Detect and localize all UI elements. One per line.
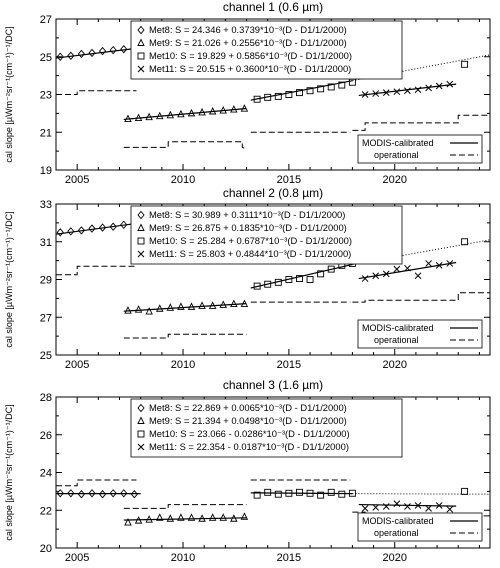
x-tick-label: 2010 <box>170 174 196 186</box>
y-axis-label: cal slope [µWm⁻²sr⁻¹(cm⁻¹)⁻¹/DC] <box>4 26 14 163</box>
legend-fit-equation: Met9: S = 21.394 + 0.0498*10⁻³(D - D1/1/2000) <box>149 415 347 426</box>
legend-modis-label: MODIS-calibrated <box>362 323 434 333</box>
y-tick-label: 27 <box>39 14 52 26</box>
y-tick-label: 19 <box>39 165 52 177</box>
legend-fit-equation: Met8: S = 30.989 + 0.3111*10⁻³(D - D1/1/2000) <box>149 209 346 220</box>
y-axis-label: cal slope [µWm⁻²sr⁻¹(cm⁻¹)⁻¹/DC] <box>4 211 14 348</box>
x-tick-label: 2005 <box>64 552 90 564</box>
data-point-cross <box>362 276 368 282</box>
x-tick-label: 2010 <box>170 552 196 564</box>
x-tick-label: 2005 <box>64 359 90 371</box>
data-point-square <box>265 489 271 495</box>
operational-line <box>56 91 136 95</box>
data-point-diamond <box>100 48 106 55</box>
y-tick-label: 23 <box>39 89 52 102</box>
y-axis-label: cal slope [µWm⁻²sr⁻¹(cm⁻¹)⁻¹/DC] <box>4 404 14 541</box>
data-point-cross <box>415 273 421 279</box>
x-tick-label: 2015 <box>276 359 302 371</box>
legend-fit-equation: Met11: S = 22.354 - 0.0187*10⁻³(D - D1/1/2000) <box>149 441 349 452</box>
legend-operational-label: operational <box>374 150 419 160</box>
operational-line <box>352 115 490 130</box>
y-tick-label: 29 <box>39 274 52 287</box>
legend-modis-label: MODIS-calibrated <box>362 138 434 148</box>
modis-fit-line <box>251 81 353 100</box>
y-tick-label: 20 <box>39 543 52 555</box>
operational-line <box>124 142 247 150</box>
data-point-square <box>307 277 313 283</box>
operational-line <box>124 334 247 338</box>
chart-panel-1 <box>4 0 490 186</box>
data-point-diamond <box>57 229 63 236</box>
data-point-square <box>349 79 355 85</box>
data-point-cross <box>404 88 410 94</box>
legend-fit-equation: Met8: S = 22.869 + 0.0065*10⁻³(D - D1/1/2000) <box>149 402 347 413</box>
legend-fit-equation: Met9: S = 21.026 + 0.2556*10⁻³(D - D1/1/2000) <box>149 37 347 48</box>
data-point-square <box>462 239 468 245</box>
operational-line <box>352 293 490 302</box>
chart-title: channel 3 (1.6 µm) <box>222 378 324 392</box>
legend-fit-equation: Met10: S = 23.066 - 0.0286*10⁻³(D - D1/1/2000) <box>149 428 350 439</box>
chart-title: channel 1 (0.6 µm) <box>222 0 324 14</box>
data-point-triangle <box>125 307 131 313</box>
y-tick-label: 26 <box>39 429 52 442</box>
data-point-triangle <box>241 513 247 519</box>
y-tick-label: 22 <box>39 505 52 518</box>
data-point-triangle <box>220 514 226 520</box>
data-point-square <box>296 489 302 495</box>
data-point-cross <box>383 503 389 509</box>
data-point-triangle <box>157 305 163 311</box>
extrapolation-line <box>352 494 490 495</box>
x-tick-label: 2010 <box>170 359 196 371</box>
data-point-triangle <box>231 301 237 307</box>
data-point-square <box>275 491 281 497</box>
chart-panel-3 <box>4 378 490 564</box>
y-tick-label: 31 <box>39 236 52 249</box>
chart-panel-2 <box>4 186 490 371</box>
data-point-cross <box>426 260 432 266</box>
operational-line <box>56 266 136 274</box>
legend-fit-equation: Met10: S = 25.284 + 0.6787*10⁻³(D - D1/1/2000) <box>149 235 352 246</box>
x-tick-label: 2015 <box>276 552 302 564</box>
legend-fit-equation: Met10: S = 19.829 + 0.5856*10⁻³(D - D1/1/2000) <box>149 50 352 61</box>
data-point-triangle <box>210 514 216 520</box>
legend-modis-label: MODIS-calibrated <box>362 516 434 526</box>
legend-operational-label: operational <box>374 528 419 538</box>
y-tick-label: 21 <box>39 127 52 140</box>
modis-fit-line <box>251 264 353 288</box>
data-point-square <box>462 488 468 494</box>
data-point-triangle <box>178 303 184 309</box>
x-tick-label: 2020 <box>382 174 407 186</box>
x-tick-label: 2005 <box>64 174 90 186</box>
data-point-square <box>328 489 334 495</box>
data-point-triangle <box>199 302 205 308</box>
data-point-cross <box>362 505 368 511</box>
modis-fit-line <box>359 84 456 95</box>
y-tick-label: 24 <box>39 467 52 480</box>
data-point-square <box>462 61 468 67</box>
x-tick-label: 2020 <box>382 359 407 371</box>
y-tick-label: 25 <box>39 350 52 362</box>
y-tick-label: 28 <box>39 392 52 404</box>
y-tick-label: 27 <box>39 312 52 325</box>
x-tick-label: 2020 <box>382 552 407 564</box>
legend-fit-equation: Met9: S = 26.875 + 0.1835*10⁻³(D - D1/1/2000) <box>149 222 347 233</box>
y-tick-label: 25 <box>39 51 52 64</box>
x-tick-label: 2015 <box>276 174 302 186</box>
data-point-triangle <box>167 515 173 521</box>
legend-fit-equation: Met8: S = 24.346 + 0.3739*10⁻³(D - D1/1/2000) <box>149 24 347 35</box>
data-point-diamond <box>110 47 116 54</box>
modis-fit-line <box>251 493 353 494</box>
data-point-cross <box>394 266 400 272</box>
modis-fit-line <box>359 263 456 279</box>
modis-fit-line <box>124 108 247 119</box>
data-point-square <box>339 491 345 497</box>
modis-fit-line <box>124 304 247 312</box>
y-tick-label: 33 <box>39 199 52 211</box>
data-point-diamond <box>78 50 84 57</box>
data-point-triangle <box>167 304 173 310</box>
data-point-triangle <box>136 306 142 312</box>
legend-fit-equation: Met11: S = 20.515 + 0.3600*10⁻³(D - D1/1/2000) <box>149 63 352 74</box>
legend-fit-equation: Met11: S = 25.803 + 0.4844*10⁻³(D - D1/1/2000) <box>149 248 352 259</box>
data-point-cross <box>447 506 453 512</box>
operational-line <box>124 505 247 509</box>
operational-line <box>56 480 136 486</box>
modis-fit-line <box>124 518 247 520</box>
chart-title: channel 2 (0.8 µm) <box>222 186 324 200</box>
legend-operational-label: operational <box>374 335 419 345</box>
data-point-cross <box>415 87 421 93</box>
data-point-cross <box>404 503 410 509</box>
